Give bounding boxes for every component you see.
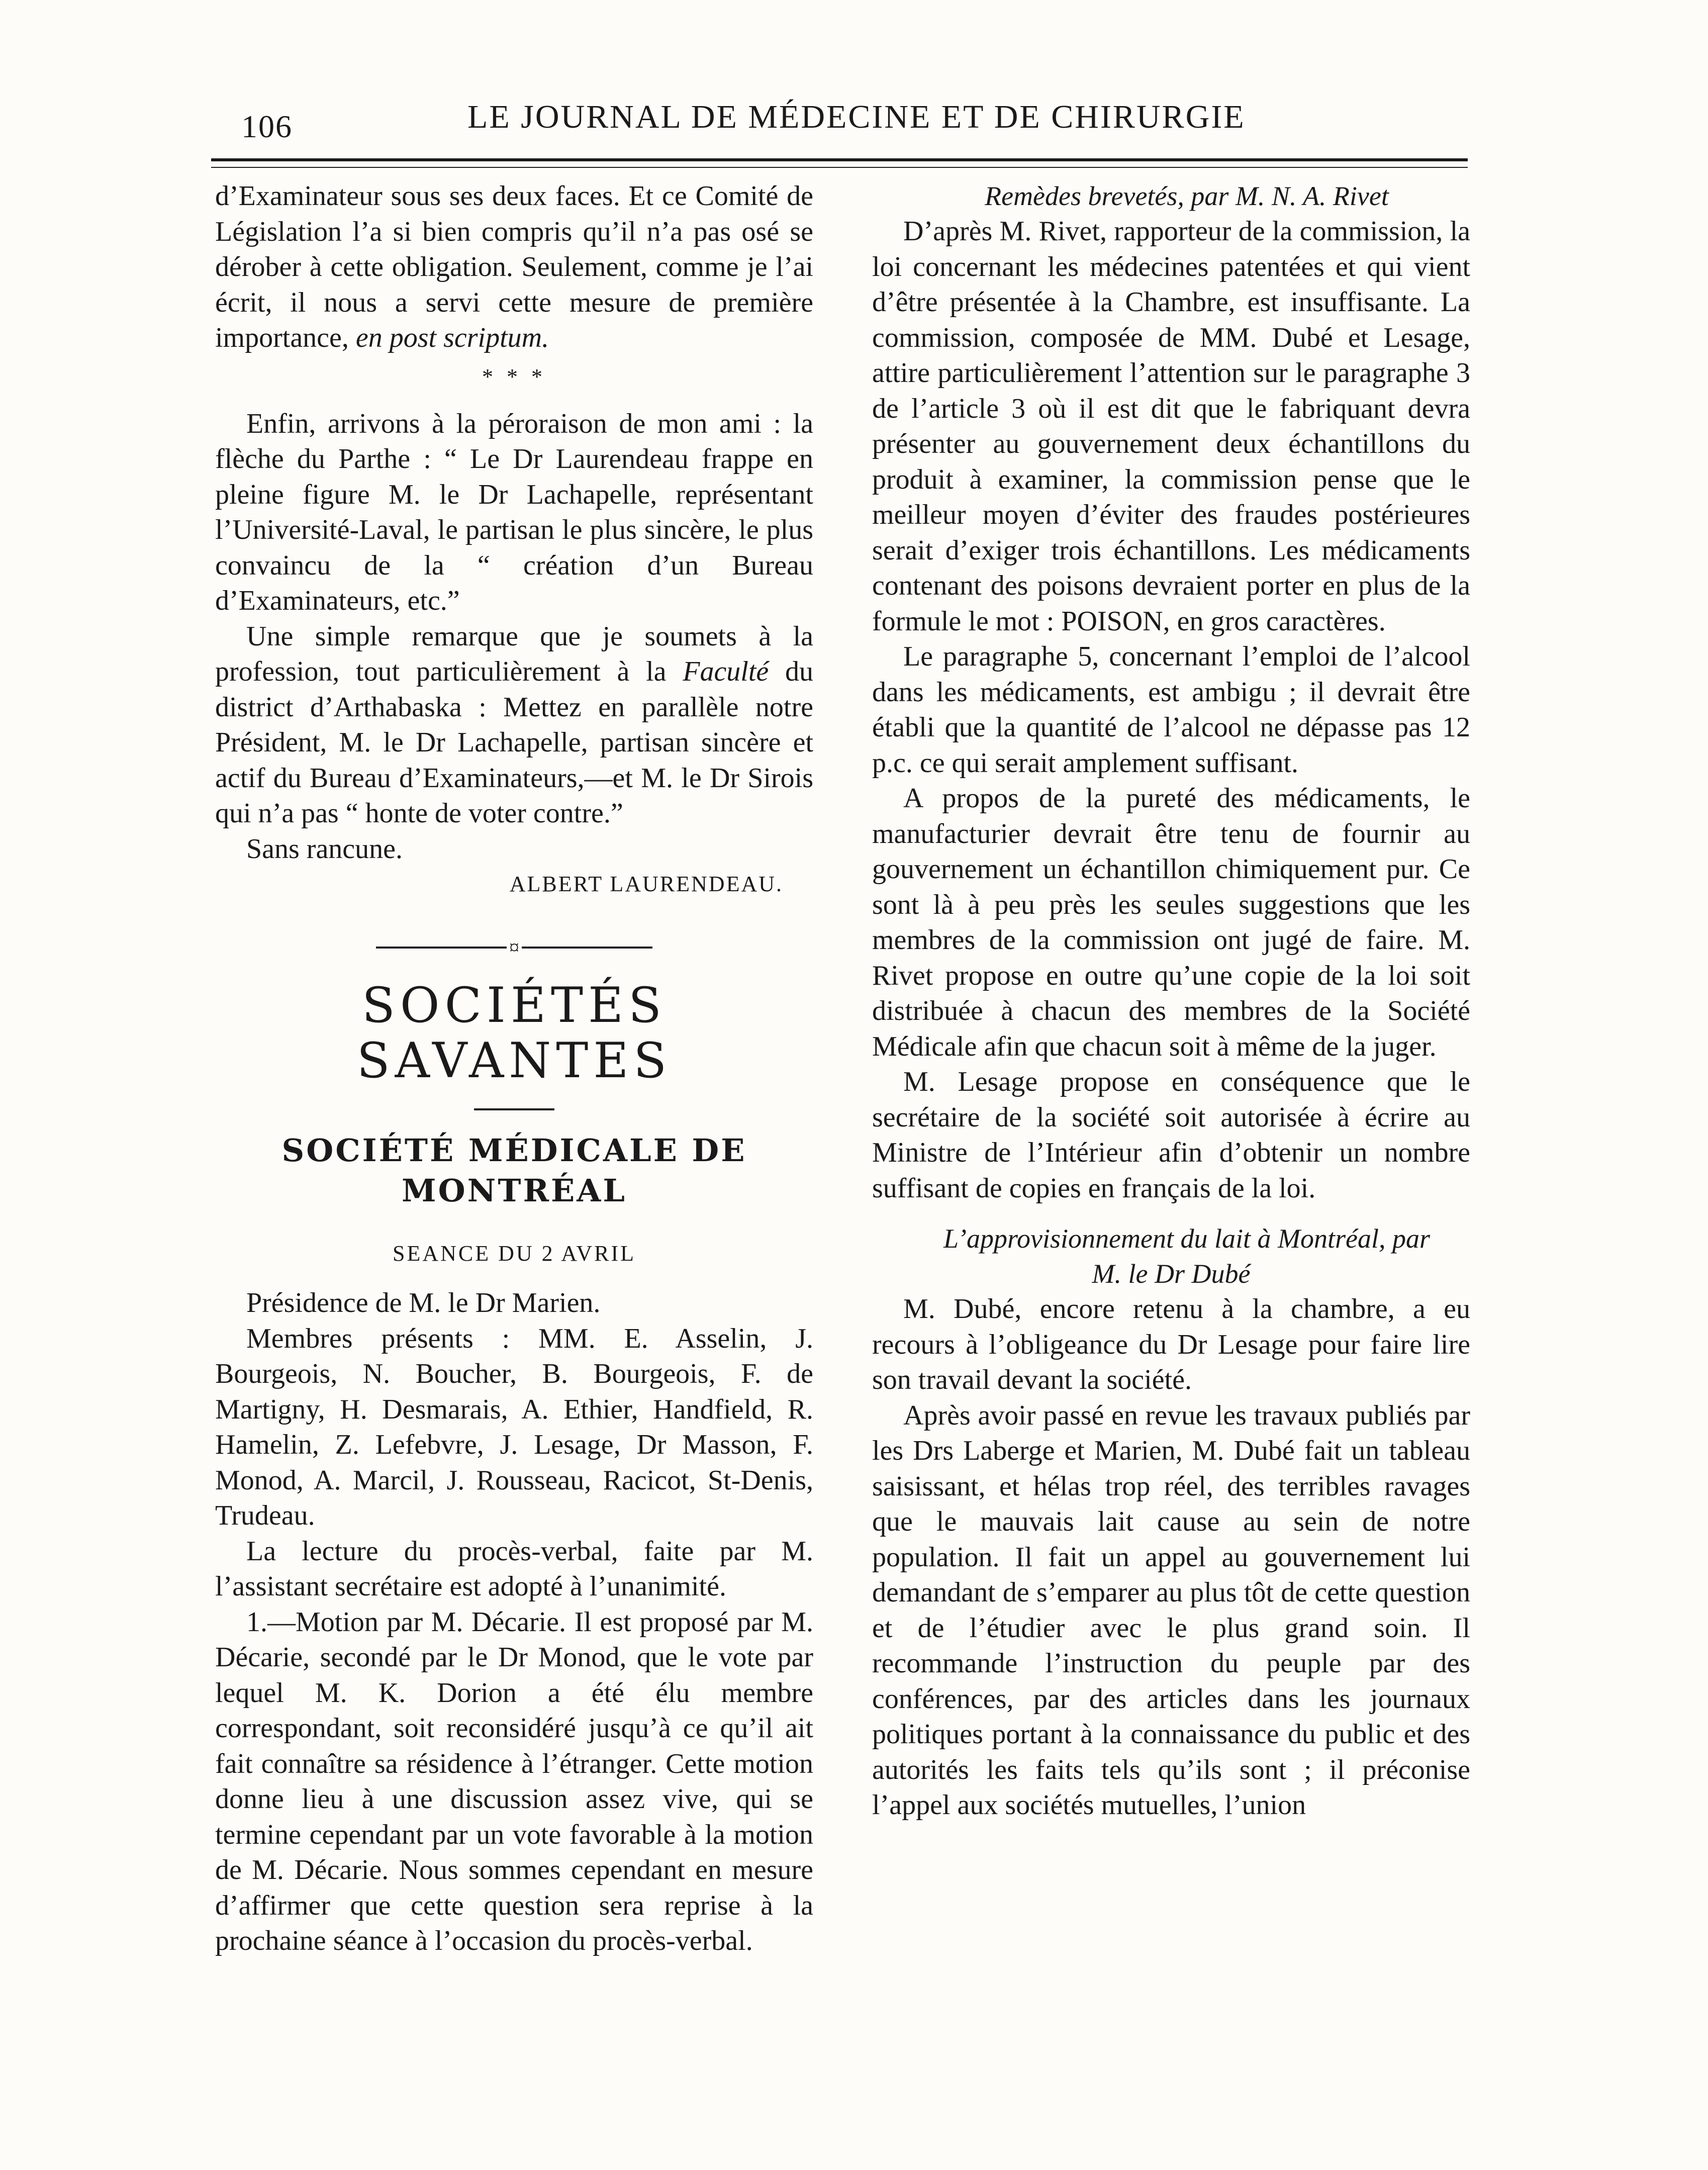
session-heading: SEANCE DU 2 AVRIL (392, 1241, 636, 1266)
society-title: SOCIÉTÉ MÉDICALE DE MONTRÉAL (281, 1131, 747, 1209)
heading-line: M. le Dr Dubé (1092, 1259, 1251, 1289)
paragraph: Membres présents : MM. E. Asselin, J. Bourgeois, N. Boucher, B. Bourgeois, F. de Martigny, H. Desmarais, A. Ethier, Handfield, R. Hamelin, Z. Lefebvre, J. Lesage, Dr Masson, F. Monod, A. Marcil, J. Rousseau, Racicot, St-Denis, Trudeau. (215, 1323, 813, 1531)
paragraph: Sans rancune. (246, 833, 403, 865)
italic-text: en post scriptum. (348, 322, 549, 353)
left-column (215, 178, 813, 1959)
paragraph: La lecture du procès-verbal, faite par M. l’assistant secrétaire est adopté à l’unanimité. (215, 1535, 813, 1602)
paragraph: Le paragraphe 5, concernant l’emploi de l’alcool dans les médicaments, est ambigu ; il devrait être établi que la quantité de l’alcool ne dépasse pas 12 p.c. ce qui serait amplement suffisant. (872, 641, 1470, 779)
right-column (872, 178, 1470, 1823)
paragraph-text: Une simple remarque que je soumets à la profession, tout particulièrement à la (215, 620, 813, 687)
journal-title: LE JOURNAL DE MÉDECINE ET DE CHIRURGIE (467, 99, 1246, 135)
paragraph: 1.—Motion par M. Décarie. Il est proposé par M. Décarie, secondé par le Dr Monod, que le vote par lequel M. K. Dorion a été élu membre correspondant, soit reconsidéré jusqu’à ce qu’il ait fait connaître sa résidence à l’étranger. Cette motion donne lieu à une discussion assez vive, qui se termine cependant par un vote favorable à la motion de M. Décarie. Nous sommes cependant en mesure d’affirmer que cette question sera reprise à la prochaine séance à l’occasion du procès-verbal. (215, 1606, 813, 1956)
asterism: * * * (482, 364, 546, 389)
paragraph-text: du district d’Arthabaska : Mettez en parallèle notre Président, M. le Dr Lachapelle, partisan sincère et actif du Bureau d’Examinateurs,—et M. le Dr Sirois qui n’a pas “ honte de voter contre.” (215, 656, 814, 829)
paragraph: D’après M. Rivet, rapporteur de la commission, la loi concernant les médecines patentées et qui vient d’être présentée à la Chambre, est insuffisante. La commission, composée de MM. Dubé et Lesage, attire particulièrement l’attention sur le paragraphe 3 de l’article 3 où il est dit que le fabriquant devra présenter au gouvernement deux échantillons du produit à examiner, la commission pense que le meilleur moyen d’éviter des fraudes postérieures serait d’exiger trois échantillons. Les médicaments contenant des poisons devraient porter en plus de la formule le mot : POISON, en gros caractères. (872, 216, 1470, 637)
paragraph: M. Dubé, encore retenu à la chambre, a eu recours à l’obligeance du Dr Lesage pour faire lire son travail devant la société. (872, 1293, 1470, 1395)
paragraph: Enfin, arrivons à la péroraison de mon ami : la flèche du Parthe : “ Le Dr Laurendeau frappe en pleine figure M. le Dr Lachapelle, représentant l’Université-Laval, le partisan le plus sincère, le plus convaincu de la “ création d’un Bureau d’Examinateurs, etc.” (215, 408, 813, 616)
header-rule (211, 158, 1468, 161)
subsection-heading (872, 1221, 1470, 1291)
page-number: 106 (241, 109, 293, 144)
paragraph (215, 619, 813, 831)
paragraph-text: d’Examinateur sous ses deux faces. Et ce Comité de Législation l’a si bien compris qu’il n’a pas osé se dérober à cette obligation. Seulement, comme je l’ai écrit, il nous a servi cette mesure de première importance, (215, 180, 813, 353)
paragraph: M. Lesage propose en conséquence que le secrétaire de la société soit autorisée à écrire au Ministre de l’Intérieur afin d’obtenir un nombre suffisant de copies en français de la loi. (872, 1066, 1470, 1204)
italic-text: Faculté (683, 656, 769, 687)
subsection-heading: Remèdes brevetés, par M. N. A. Rivet (985, 181, 1389, 211)
author-signature: ALBERT LAURENDEAU. (509, 872, 783, 896)
paragraph (215, 178, 813, 356)
divider-line (376, 947, 507, 949)
paragraph: Présidence de M. le Dr Marien. (246, 1287, 601, 1318)
running-header (211, 98, 1468, 153)
divider-line (522, 947, 652, 949)
heading-line: L’approvisionnement du lait à Montréal, par (943, 1223, 1430, 1254)
short-rule (474, 1108, 554, 1110)
paragraph: Après avoir passé en revue les travaux publiés par les Drs Laberge et Marien, M. Dubé fait un tableau saisissant, et hélas trop réel, des terribles ravages que le mauvais lait cause au sein de notre population. Il fait un appel au gouvernement lui demandant de s’emparer au plus tôt de cette question et de l’étudier avec le plus grand soin. Il recommande l’instruction du peuple par des conférences, par des articles dans les journaux politiques portant à la connaissance du public et des autorités les faits tels qu’ils sont ; il préconise l’appel aux sociétés mutuelles, l’union (872, 1399, 1470, 1821)
section-title: SOCIÉTÉS SAVANTES (356, 977, 672, 1089)
ornamental-divider (215, 937, 813, 958)
header-rule-thin (211, 167, 1468, 168)
spacer (872, 1206, 1470, 1221)
paragraph: A propos de la pureté des médicaments, le manufacturier devrait être tenu de fournir au gouvernement un échantillon chimiquement pur. Ce sont là à peu près les seules suggestions que les membres de la commission ont jugé de faire. M. Rivet propose en outre qu’une copie de la loi soit distribuée à chacun des membres de la Société Médicale afin que chacun soit à même de la juger. (872, 783, 1470, 1062)
divider-knot-icon: ¤ (509, 935, 519, 959)
